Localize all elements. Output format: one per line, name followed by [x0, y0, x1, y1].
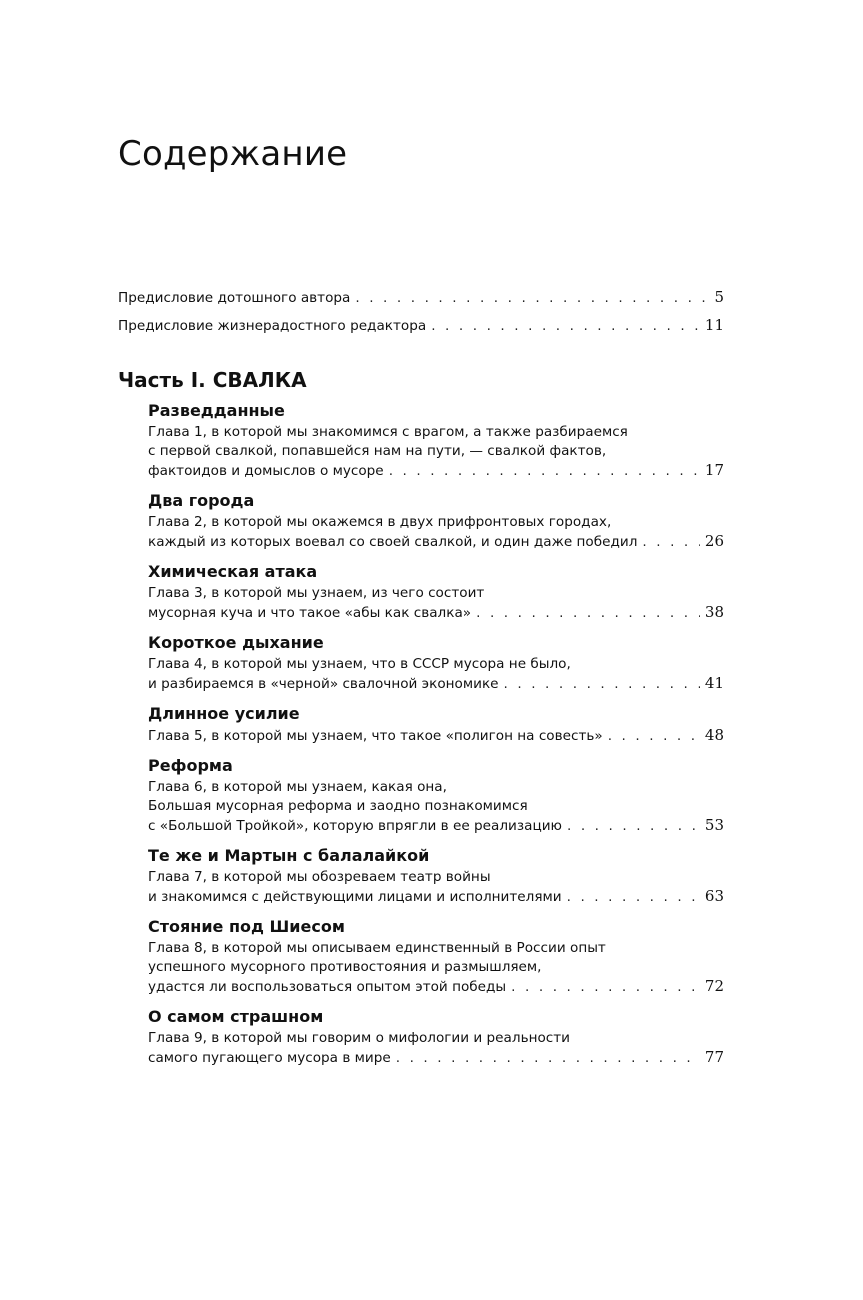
part-title: Часть I. СВАЛКА [118, 368, 307, 392]
chapter-list [148, 400, 724, 1077]
chapter-title: Реформа [148, 756, 233, 775]
toc-page-number: 77 [704, 1048, 724, 1066]
dot-leader [567, 888, 700, 907]
chapter-description-last-line [148, 977, 724, 997]
dot-leader [431, 317, 700, 336]
toc-entry-title: Предисловие жизнерадостного редактора [118, 318, 427, 334]
chapter-description [148, 939, 724, 997]
chapter-description-last-line [148, 674, 724, 694]
toc-page-number: 11 [704, 316, 724, 334]
chapter-description-line: Глава 4, в которой мы узнаем, что в СССР мусора не было, [148, 656, 571, 672]
chapter-description-line: самого пугающего мусора в мире [148, 1050, 391, 1066]
dot-leader [504, 675, 700, 694]
chapter-description-line: каждый из которых воевал со своей свалкой, и один даже победил [148, 534, 638, 550]
chapter-description-line: и разбираемся в «черной» свалочной экономике [148, 676, 499, 692]
chapter-description-line: Глава 3, в которой мы узнаем, из чего состоит [148, 585, 485, 601]
toc-chapter-entry[interactable] [148, 490, 724, 552]
chapter-description-line: удастся ли воспользоваться опытом этой победы [148, 979, 507, 995]
toc-chapter-entry[interactable] [148, 703, 724, 746]
toc-chapter-entry[interactable] [148, 561, 724, 623]
chapter-description-line: с первой свалкой, попавшейся нам на пути, — свалкой фактов, [148, 443, 607, 459]
dot-leader [567, 817, 700, 836]
toc-chapter-entry[interactable] [148, 632, 724, 694]
chapter-description-line: мусорная куча и что такое «абы как свалка» [148, 605, 472, 621]
chapter-description-line: фактоидов и домыслов о мусоре [148, 463, 384, 479]
toc-chapter-entry[interactable] [148, 916, 724, 997]
chapter-description-line: Глава 6, в которой мы узнаем, какая она, [148, 779, 447, 795]
dot-leader [389, 462, 700, 481]
dot-leader [396, 1049, 700, 1068]
chapter-description [148, 655, 724, 694]
toc-page-number: 26 [704, 532, 724, 550]
toc-page-number: 72 [704, 977, 724, 995]
chapter-description-last-line [148, 461, 724, 481]
dot-leader [642, 533, 700, 552]
chapter-description-line: успешного мусорного противостояния и размышляем, [148, 959, 542, 975]
chapter-description-line: Глава 8, в которой мы описываем единственный в России опыт [148, 940, 606, 956]
chapter-description [148, 513, 724, 552]
chapter-description [148, 584, 724, 623]
chapter-description-line: с «Большой Тройкой», которую впрягли в ее реализацию [148, 818, 562, 834]
toc-page-number: 48 [704, 726, 724, 744]
chapter-title: Стояние под Шиесом [148, 917, 345, 936]
dot-leader [511, 978, 700, 997]
toc-chapter-entry[interactable] [148, 755, 724, 836]
chapter-description-last-line [148, 1048, 724, 1068]
toc-chapter-entry[interactable] [148, 1006, 724, 1068]
toc-entry-preface[interactable] [118, 288, 724, 308]
dot-leader [476, 604, 700, 623]
toc-entry-title: Предисловие дотошного автора [118, 290, 351, 306]
chapter-description [148, 423, 724, 481]
toc-chapter-entry[interactable] [148, 400, 724, 481]
chapter-description-last-line [148, 816, 724, 836]
chapter-title: Разведданные [148, 401, 285, 420]
chapter-description-line: Глава 2, в которой мы окажемся в двух прифронтовых городах, [148, 514, 612, 530]
chapter-description-last-line [148, 603, 724, 623]
dot-leader [608, 727, 700, 746]
chapter-description-line: Глава 5, в которой мы узнаем, что такое «полигон на совесть» [148, 728, 603, 744]
toc-entry-preface[interactable] [118, 316, 724, 336]
chapter-description-last-line [148, 887, 724, 907]
chapter-title: Короткое дыхание [148, 633, 324, 652]
chapter-title: Те же и Мартын с балалайкой [148, 846, 430, 865]
toc-page-number: 41 [704, 674, 724, 692]
toc-page-number: 38 [704, 603, 724, 621]
chapter-title: Химическая атака [148, 562, 318, 581]
chapter-description-last-line [148, 532, 724, 552]
chapter-title: Длинное усилие [148, 704, 300, 723]
toc-page-number: 63 [704, 887, 724, 905]
dot-leader [355, 289, 709, 308]
chapter-description-line: Большая мусорная реформа и заодно познакомимся [148, 798, 528, 814]
preface-list [118, 288, 724, 344]
chapter-description-line: Глава 9, в которой мы говорим о мифологии и реальности [148, 1030, 571, 1046]
chapter-description-line: и знакомимся с действующими лицами и исполнителями [148, 889, 562, 905]
chapter-description [148, 868, 724, 907]
toc-page-number: 5 [714, 288, 724, 306]
chapter-title: Два города [148, 491, 255, 510]
chapter-description-line: Глава 1, в которой мы знакомимся с врагом, а также разбираемся [148, 424, 628, 440]
chapter-title: О самом страшном [148, 1007, 324, 1026]
page-title: Содержание [118, 134, 348, 174]
chapter-description-last-line [148, 726, 724, 746]
chapter-description [148, 778, 724, 836]
chapter-description-line: Глава 7, в которой мы обозреваем театр войны [148, 869, 491, 885]
chapter-description [148, 726, 724, 746]
toc-chapter-entry[interactable] [148, 845, 724, 907]
toc-page-number: 17 [704, 461, 724, 479]
toc-page-number: 53 [704, 816, 724, 834]
chapter-description [148, 1029, 724, 1068]
